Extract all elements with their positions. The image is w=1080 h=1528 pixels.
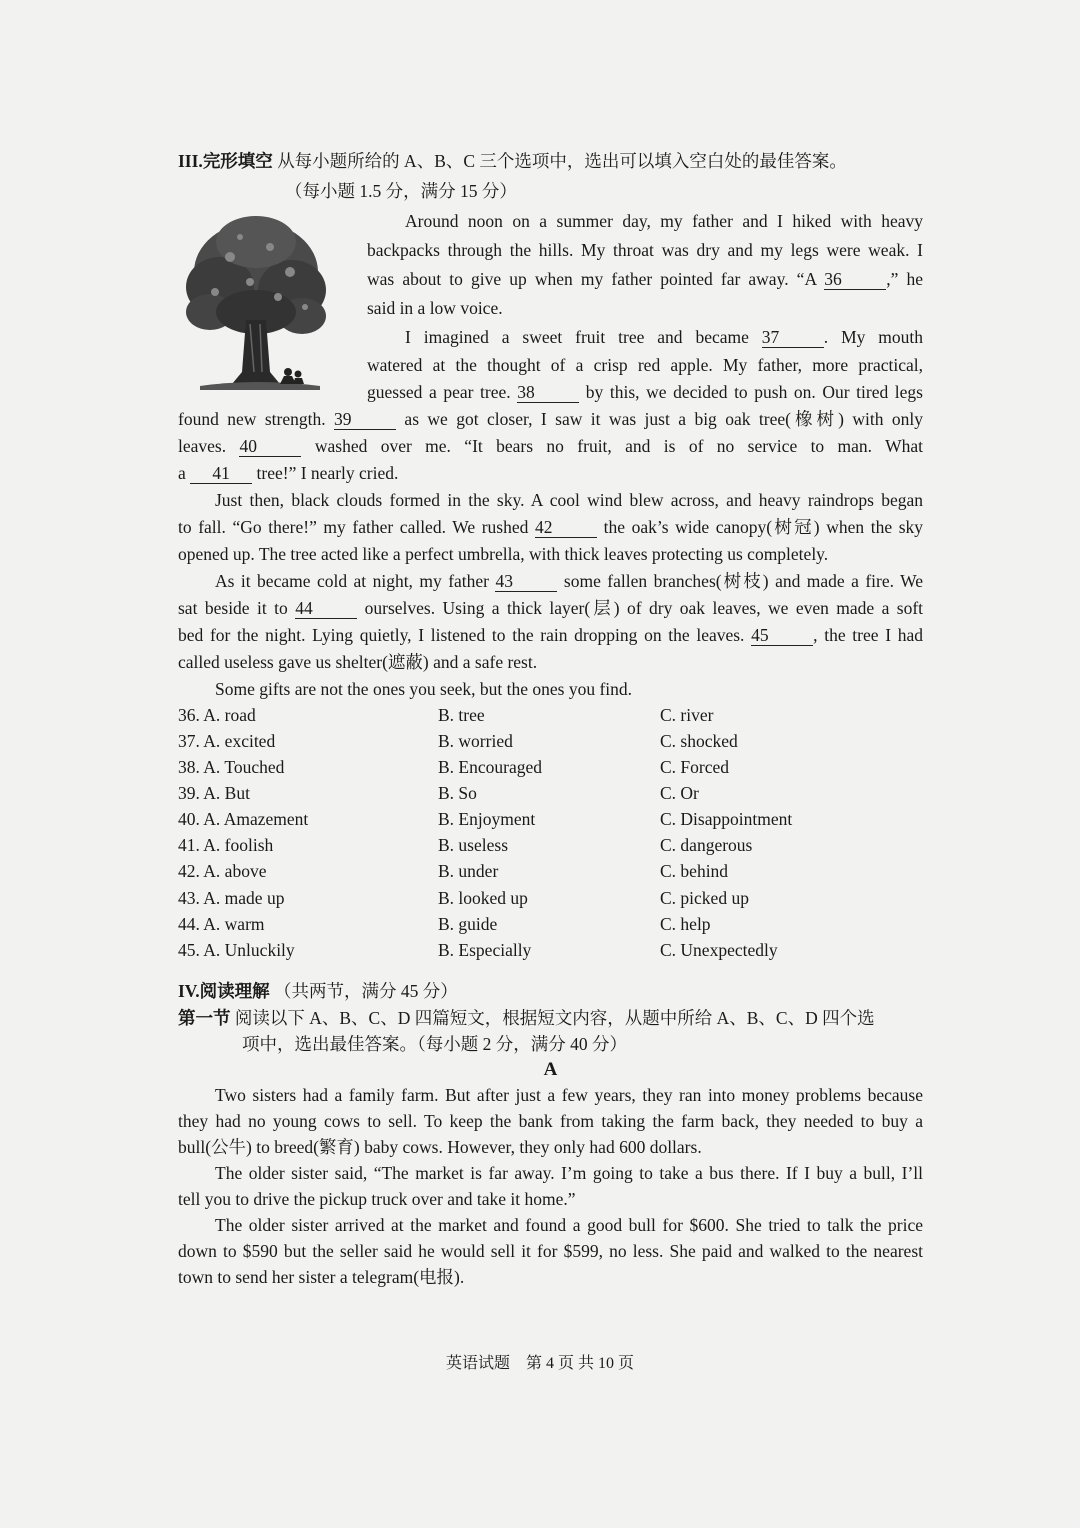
blank-36[interactable]: 36 bbox=[824, 269, 886, 290]
blank-38[interactable]: 38 bbox=[517, 382, 579, 403]
option-b[interactable]: B. Especially bbox=[438, 940, 532, 960]
option-b[interactable]: B. So bbox=[438, 783, 477, 803]
option-b[interactable]: B. looked up bbox=[438, 888, 528, 908]
option-a[interactable]: 38. A. Touched bbox=[178, 757, 285, 777]
cloze-line-16: bed for the night. Lying quietly, I listened to the rain dropping on the leaves. 45 , the tree I had bbox=[178, 625, 923, 645]
option-row-38 bbox=[178, 754, 923, 780]
cloze-line-3: was about to give up when my father pointed far away. “A 36 ,” he bbox=[367, 269, 924, 289]
option-b[interactable]: B. tree bbox=[438, 705, 485, 725]
cloze-line-8: found new strength. 39 as we got closer, I saw it was just a big oak tree(橡树) with only bbox=[178, 409, 923, 429]
option-a[interactable]: 42. A. above bbox=[178, 861, 267, 881]
section4-header bbox=[178, 978, 923, 1005]
blank-44[interactable]: 44 bbox=[295, 598, 357, 619]
blank-39[interactable]: 39 bbox=[334, 409, 396, 430]
passageA-line-1: Two sisters had a family farm. But after just a few years, they ran into money problems because bbox=[215, 1085, 923, 1105]
part1-label: 第一节 bbox=[178, 1008, 231, 1028]
option-row-45 bbox=[178, 937, 923, 963]
cloze-line-15: sat beside it to 44 ourselves. Using a thick layer(层) of dry oak leaves, we even made a soft bbox=[178, 598, 924, 618]
cloze-line-18: Some gifts are not the ones you seek, but the ones you find. bbox=[215, 679, 633, 699]
passageA-line-3: bull(公牛) to breed(繁育) baby cows. However, they only had 600 dollars. bbox=[178, 1137, 702, 1157]
blank-42[interactable]: 42 bbox=[535, 517, 597, 538]
section4-title: 阅读理解 bbox=[199, 981, 270, 1001]
option-row-42 bbox=[178, 858, 923, 884]
option-a[interactable]: 45. A. Unluckily bbox=[178, 940, 295, 960]
passageA-line-8: town to send her sister a telegram(电报). bbox=[178, 1267, 465, 1287]
cloze-line-4: said in a low voice. bbox=[367, 298, 503, 318]
cloze-line-10: a 41 tree!” I nearly cried. bbox=[178, 463, 399, 483]
option-b[interactable]: B. Enjoyment bbox=[438, 809, 536, 829]
option-a[interactable]: 41. A. foolish bbox=[178, 835, 274, 855]
passage-label: A bbox=[543, 1059, 558, 1080]
cloze-line-6: watered at the thought of a crisp red apple. My father, more practical, bbox=[367, 355, 923, 375]
page-footer bbox=[0, 1350, 1080, 1373]
passageA-line-4: The older sister said, “The market is far away. I’m going to take a bus there. If I buy a bull, I’ll bbox=[215, 1163, 923, 1183]
option-c[interactable]: C. Or bbox=[660, 783, 699, 803]
cloze-line-7: guessed a pear tree. 38 by this, we decided to push on. Our tired legs bbox=[367, 382, 923, 402]
cloze-line-9: leaves. 40 washed over me. “It bears no fruit, and is of no service to man. What bbox=[178, 436, 924, 456]
cloze-line-14: As it became cold at night, my father 43 some fallen branches(树枝) and made a fire. We bbox=[215, 571, 924, 591]
option-a[interactable]: 37. A. excited bbox=[178, 731, 276, 751]
option-a[interactable]: 43. A. made up bbox=[178, 888, 285, 908]
option-c[interactable]: C. Unexpectedly bbox=[660, 940, 778, 960]
option-c[interactable]: C. Disappointment bbox=[660, 809, 793, 829]
option-row-40 bbox=[178, 806, 923, 832]
cloze-line-13: opened up. The tree acted like a perfect umbrella, with thick leaves protecting us completely. bbox=[178, 544, 829, 564]
blank-40[interactable]: 40 bbox=[239, 436, 301, 457]
blank-45[interactable]: 45 bbox=[751, 625, 813, 646]
option-row-39 bbox=[178, 780, 923, 806]
option-row-37 bbox=[178, 728, 923, 754]
option-row-36 bbox=[178, 702, 923, 728]
option-a[interactable]: 36. A. road bbox=[178, 705, 256, 725]
blank-37[interactable]: 37 bbox=[762, 327, 824, 348]
blank-43[interactable]: 43 bbox=[495, 571, 557, 592]
option-c[interactable]: C. help bbox=[660, 914, 711, 934]
option-c[interactable]: C. river bbox=[660, 705, 714, 725]
option-a[interactable]: 39. A. But bbox=[178, 783, 250, 803]
cloze-line-11: Just then, black clouds formed in the sky. A cool wind blew across, and heavy raindrops began bbox=[215, 490, 923, 510]
footer-page-number: 第 4 页 共 10 页 bbox=[526, 1355, 635, 1372]
option-b[interactable]: B. useless bbox=[438, 835, 508, 855]
section3-header bbox=[178, 148, 923, 175]
option-a[interactable]: 44. A. warm bbox=[178, 914, 265, 934]
section3-number: III. bbox=[178, 151, 203, 171]
cloze-line-5: I imagined a sweet fruit tree and became 37 . My mouth bbox=[405, 327, 923, 347]
blank-41[interactable]: 41 bbox=[190, 463, 252, 484]
option-c[interactable]: C. behind bbox=[660, 861, 729, 881]
passageA-line-2: they had no young cows to sell. To keep the bank from taking the farm back, they needed to buy a bbox=[178, 1111, 923, 1131]
cloze-line-2: backpacks through the hills. My throat was dry and my legs were weak. I bbox=[367, 240, 923, 260]
cloze-line-1: Around noon on a summer day, my father and I hiked with heavy bbox=[405, 211, 923, 231]
option-c[interactable]: C. picked up bbox=[660, 888, 749, 908]
section4-part1-instruction-cont: 项中，选出最佳答案。（每小题 2 分，满分 40 分） bbox=[242, 1034, 627, 1054]
cloze-line-17: called useless gave us shelter(遮蔽) and a safe rest. bbox=[178, 652, 538, 672]
section3-title: 完形填空 bbox=[202, 151, 273, 171]
section4-points: （共两节，满分 45 分） bbox=[273, 981, 458, 1001]
oak-tree-illustration bbox=[180, 212, 332, 392]
option-row-43 bbox=[178, 885, 923, 911]
option-c[interactable]: C. dangerous bbox=[660, 835, 753, 855]
section4-part1-instruction: 第一节 阅读以下 A、B、C、D 四篇短文，根据短文内容，从题中所给 A、B、C、D 四个选 bbox=[178, 1008, 875, 1028]
section4-number: IV. bbox=[178, 981, 200, 1001]
footer-subject: 英语试题 bbox=[445, 1355, 510, 1372]
section3-points: （每小题 1.5 分，满分 15 分） bbox=[285, 181, 517, 201]
option-b[interactable]: B. under bbox=[438, 861, 499, 881]
option-b[interactable]: B. Encouraged bbox=[438, 757, 542, 777]
passageA-line-5: tell you to drive the pickup truck over and take it home.” bbox=[178, 1189, 576, 1209]
passageA-line-7: down to $590 but the seller said he would sell it for $599, no less. She paid and walked to the nearest bbox=[178, 1241, 923, 1261]
section3-instruction: 从每小题所给的 A、B、C 三个选项中，选出可以填入空白处的最佳答案。 bbox=[277, 151, 847, 171]
option-row-44 bbox=[178, 911, 923, 937]
option-a[interactable]: 40. A. Amazement bbox=[178, 809, 309, 829]
cloze-line-12: to fall. “Go there!” my father called. We rushed 42 the oak’s wide canopy(树冠) when the sky bbox=[178, 517, 924, 537]
option-row-41 bbox=[178, 832, 923, 858]
option-c[interactable]: C. shocked bbox=[660, 731, 738, 751]
passageA-line-6: The older sister arrived at the market and found a good bull for $600. She tried to talk the price bbox=[215, 1215, 923, 1235]
option-c[interactable]: C. Forced bbox=[660, 757, 730, 777]
option-b[interactable]: B. worried bbox=[438, 731, 513, 751]
option-b[interactable]: B. guide bbox=[438, 914, 498, 934]
